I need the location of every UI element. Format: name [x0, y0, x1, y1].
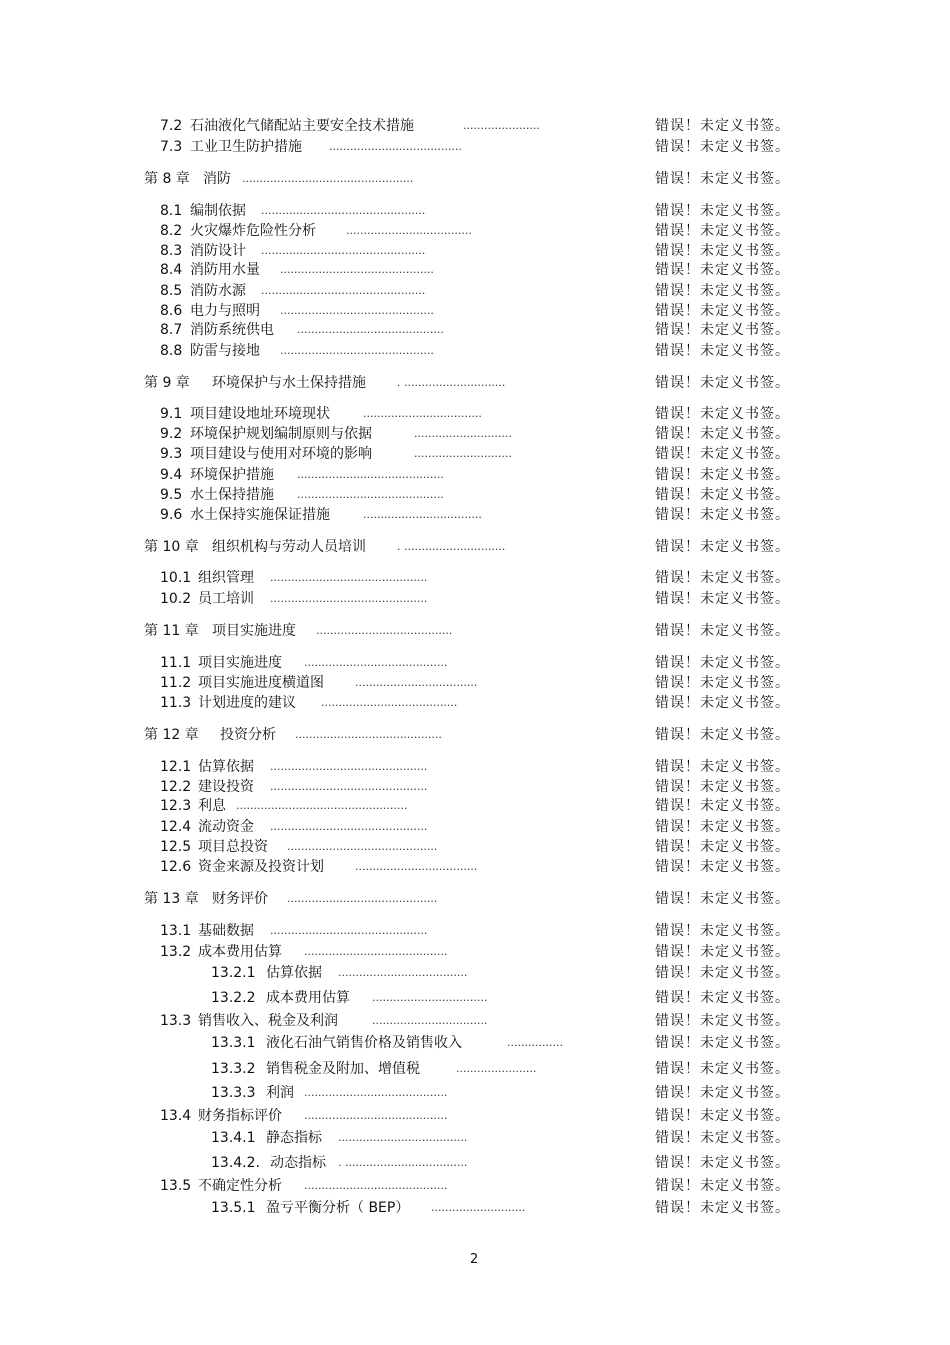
entry-number: 12.6	[160, 859, 192, 875]
leader-dots: ..........................................	[297, 468, 444, 481]
page-ref: 错误！未定义书签。	[655, 1061, 790, 1077]
entry-number: 8.4	[160, 262, 183, 278]
leader-dots: .............................................	[270, 592, 428, 605]
entry-number: 10.2	[160, 591, 192, 607]
entry-number: 13.1	[160, 923, 192, 939]
leader-dots: ...................................	[355, 676, 478, 689]
page-ref: 错误！未定义书签。	[655, 283, 790, 299]
entry-title: 项目建设地址环境现状	[190, 406, 330, 422]
page-ref: 错误！未定义书签。	[655, 446, 790, 462]
page-ref: 错误！未定义书签。	[655, 591, 790, 607]
toc-entry[interactable]	[0, 942, 950, 962]
toc-entry[interactable]	[0, 116, 950, 136]
entry-number: 13.3.2	[211, 1061, 256, 1077]
entry-title: 防雷与接地	[190, 343, 260, 359]
leader-dots: .........................................	[304, 945, 448, 958]
toc-entry[interactable]	[0, 653, 950, 673]
page-ref: 错误！未定义书签。	[655, 343, 790, 359]
toc-entry[interactable]	[0, 404, 950, 424]
entry-number: 9.4	[160, 467, 183, 483]
entry-title: 项目总投资	[198, 839, 268, 855]
entry-title: 项目实施进度横道图	[198, 675, 324, 691]
toc-entry[interactable]	[0, 796, 950, 816]
entry-title: 火灾爆炸危险性分析	[190, 223, 316, 239]
entry-number: 第 10 章	[144, 539, 199, 555]
entry-title: 工业卫生防护措施	[190, 139, 302, 155]
toc-entry[interactable]	[0, 301, 950, 321]
toc-entry[interactable]	[0, 137, 950, 157]
leader-dots: .................................................	[236, 799, 408, 812]
leader-dots: .................................	[372, 1014, 488, 1027]
leader-dots: .....................................	[338, 966, 468, 979]
page-ref: 错误！未定义书签。	[655, 467, 790, 483]
toc-entry[interactable]	[0, 1059, 950, 1079]
leader-dots: ...........................................	[287, 892, 438, 905]
page-ref: 错误！未定义书签。	[655, 203, 790, 219]
leader-dots: .........................................	[304, 1086, 448, 1099]
toc-entry[interactable]	[0, 857, 950, 877]
page-ref: 错误！未定义书签。	[655, 779, 790, 795]
entry-number: 8.7	[160, 322, 183, 338]
entry-number: 13.5	[160, 1178, 192, 1194]
entry-number: 9.6	[160, 507, 183, 523]
leader-dots: ............................	[414, 427, 512, 440]
toc-entry[interactable]	[0, 1128, 950, 1148]
entry-number: 7.2	[160, 118, 183, 134]
page-ref: 错误！未定义书签。	[655, 1178, 790, 1194]
toc-entry[interactable]	[0, 281, 950, 301]
entry-number: 12.3	[160, 798, 192, 814]
page-ref: 错误！未定义书签。	[655, 1085, 790, 1101]
toc-entry[interactable]	[0, 1176, 950, 1196]
leader-dots: .........................................	[304, 1179, 448, 1192]
toc-entry[interactable]	[0, 320, 950, 340]
toc-entry[interactable]	[0, 777, 950, 797]
toc-entry[interactable]	[0, 1198, 950, 1218]
leader-dots: .............................................	[270, 571, 428, 584]
entry-number: 第 9 章	[144, 375, 190, 391]
entry-title: 消防设计	[190, 243, 246, 259]
toc-entry[interactable]	[0, 260, 950, 280]
entry-title: 成本费用估算	[198, 944, 282, 960]
page-ref: 错误！未定义书签。	[655, 655, 790, 671]
entry-title: 利润	[266, 1085, 294, 1101]
entry-number: 第 8 章	[144, 171, 190, 187]
leader-dots: .......................................	[321, 696, 458, 709]
entry-title: 水土保持实施保证措施	[190, 507, 330, 523]
entry-title: 建设投资	[198, 779, 254, 795]
toc-entry[interactable]	[0, 505, 950, 525]
entry-number: 13.3	[160, 1013, 192, 1029]
leader-dots: ............................................	[280, 263, 434, 276]
entry-number: 12.4	[160, 819, 192, 835]
entry-number: 第 12 章	[144, 727, 199, 743]
page-ref: 错误！未定义书签。	[655, 1108, 790, 1124]
entry-title: 利息	[198, 798, 226, 814]
toc-entry[interactable]	[0, 817, 950, 837]
entry-number: 13.3.3	[211, 1085, 256, 1101]
toc-entry[interactable]	[0, 1011, 950, 1031]
entry-title: 计划进度的建议	[198, 695, 296, 711]
leader-dots: ..........................................	[295, 728, 442, 741]
entry-number: 13.4	[160, 1108, 192, 1124]
page-ref: 错误！未定义书签。	[655, 1013, 790, 1029]
entry-number: 8.5	[160, 283, 183, 299]
leader-dots: ...................................	[355, 860, 478, 873]
entry-title: 销售收入、税金及利润	[198, 1013, 338, 1029]
entry-title: 环境保护措施	[190, 467, 274, 483]
leader-dots: . ...................................	[338, 1156, 468, 1169]
leader-dots: ..........................................	[297, 323, 444, 336]
page-ref: 错误！未定义书签。	[655, 570, 790, 586]
page-ref: 错误！未定义书签。	[655, 759, 790, 775]
leader-dots: ...............................................	[261, 244, 426, 257]
toc-entry[interactable]	[0, 341, 950, 361]
page-ref: 错误！未定义书签。	[655, 243, 790, 259]
entry-title: 消防水源	[190, 283, 246, 299]
page-ref: 错误！未定义书签。	[655, 990, 790, 1006]
leader-dots: ...............................................	[261, 284, 426, 297]
entry-number: 第 11 章	[144, 623, 199, 639]
entry-title: 估算依据	[266, 965, 322, 981]
page-ref: 错误！未定义书签。	[655, 375, 790, 391]
page-ref: 错误！未定义书签。	[655, 1035, 790, 1051]
leader-dots: ............................	[414, 447, 512, 460]
page-ref: 错误！未定义书签。	[655, 118, 790, 134]
page-ref: 错误！未定义书签。	[655, 1200, 790, 1216]
entry-title: 组织机构与劳动人员培训	[212, 539, 366, 555]
page-ref: 错误！未定义书签。	[655, 859, 790, 875]
entry-title: 估算依据	[198, 759, 254, 775]
leader-dots: ..................................	[363, 407, 482, 420]
page-ref: 错误！未定义书签。	[655, 322, 790, 338]
entry-title: 消防	[203, 171, 231, 187]
toc-entry[interactable]	[0, 221, 950, 241]
entry-number: 7.3	[160, 139, 183, 155]
entry-number: 8.2	[160, 223, 183, 239]
entry-number: 12.5	[160, 839, 192, 855]
leader-dots: .................................	[372, 991, 488, 1004]
toc-entry[interactable]	[0, 1083, 950, 1103]
toc-entry[interactable]	[0, 589, 950, 609]
entry-number: 13.2.2	[211, 990, 256, 1006]
page-ref: 错误！未定义书签。	[655, 539, 790, 555]
entry-title: 动态指标	[270, 1155, 326, 1171]
entry-title: 项目实施进度	[198, 655, 282, 671]
toc-entry[interactable]	[0, 889, 950, 909]
page-ref: 错误！未定义书签。	[655, 487, 790, 503]
entry-title: 财务评价	[212, 891, 268, 907]
entry-number: 13.5.1	[211, 1200, 256, 1216]
entry-title: 财务指标评价	[198, 1108, 282, 1124]
entry-title: 投资分析	[220, 727, 276, 743]
page-ref: 错误！未定义书签。	[655, 1155, 790, 1171]
toc-entry[interactable]	[0, 537, 950, 557]
entry-number: 8.8	[160, 343, 183, 359]
leader-dots: .......................................	[316, 624, 453, 637]
entry-title: 项目建设与使用对环境的影响	[190, 446, 372, 462]
toc-entry[interactable]	[0, 201, 950, 221]
leader-dots: .............................................	[270, 820, 428, 833]
entry-number: 13.2.1	[211, 965, 256, 981]
page-ref: 错误！未定义书签。	[655, 303, 790, 319]
leader-dots: ......................................	[329, 140, 462, 153]
page-ref: 错误！未定义书签。	[655, 891, 790, 907]
leader-dots: ...........................	[431, 1201, 526, 1214]
page-ref: 错误！未定义书签。	[655, 695, 790, 711]
leader-dots: ....................................	[346, 224, 472, 237]
toc-entry[interactable]	[0, 485, 950, 505]
entry-title: 石油液化气储配站主要安全技术措施	[190, 118, 414, 134]
entry-title: 水土保持措施	[190, 487, 274, 503]
leader-dots: ............................................	[280, 344, 434, 357]
entry-title: 编制依据	[190, 203, 246, 219]
entry-title: 不确定性分析	[198, 1178, 282, 1194]
page-ref: 错误！未定义书签。	[655, 923, 790, 939]
entry-title: 员工培训	[198, 591, 254, 607]
entry-number: 13.4.1	[211, 1130, 256, 1146]
leader-dots: ......................	[463, 119, 540, 132]
entry-title: 消防用水量	[190, 262, 260, 278]
leader-dots: ................	[507, 1036, 563, 1049]
entry-number: 8.3	[160, 243, 183, 259]
leader-dots: .....................................	[338, 1131, 468, 1144]
entry-title: 销售税金及附加、增值税	[266, 1061, 420, 1077]
page-ref: 错误！未定义书签。	[655, 819, 790, 835]
entry-number: 9.3	[160, 446, 183, 462]
toc-entry[interactable]	[0, 673, 950, 693]
leader-dots: ...........................................	[287, 840, 438, 853]
toc-entry[interactable]	[0, 241, 950, 261]
entry-number: 11.1	[160, 655, 192, 671]
page-ref: 错误！未定义书签。	[655, 171, 790, 187]
toc-entry[interactable]	[0, 693, 950, 713]
entry-title: 静态指标	[266, 1130, 322, 1146]
leader-dots: . .............................	[397, 540, 506, 553]
toc-entry[interactable]	[0, 725, 950, 745]
page-ref: 错误！未定义书签。	[655, 623, 790, 639]
page-ref: 错误！未定义书签。	[655, 426, 790, 442]
leader-dots: .........................................	[304, 656, 448, 669]
entry-title: 组织管理	[198, 570, 254, 586]
toc-entry[interactable]	[0, 757, 950, 777]
toc-entry[interactable]	[0, 621, 950, 641]
entry-number: 10.1	[160, 570, 192, 586]
entry-title: 成本费用估算	[266, 990, 350, 1006]
page-ref: 错误！未定义书签。	[655, 798, 790, 814]
leader-dots: .............................................	[270, 780, 428, 793]
entry-number: 11.3	[160, 695, 192, 711]
leader-dots: .......................	[456, 1062, 537, 1075]
entry-number: 8.6	[160, 303, 183, 319]
page-ref: 错误！未定义书签。	[655, 223, 790, 239]
entry-title: 电力与照明	[190, 303, 260, 319]
toc-entry[interactable]	[0, 424, 950, 444]
page-ref: 错误！未定义书签。	[655, 507, 790, 523]
entry-title: 流动资金	[198, 819, 254, 835]
page-ref: 错误！未定义书签。	[655, 727, 790, 743]
entry-number: 12.2	[160, 779, 192, 795]
toc-entry[interactable]	[0, 465, 950, 485]
page-ref: 错误！未定义书签。	[655, 944, 790, 960]
entry-title: 环境保护与水土保持措施	[212, 375, 366, 391]
leader-dots: ...............................................	[261, 204, 426, 217]
entry-title: 消防系统供电	[190, 322, 274, 338]
leader-dots: . .............................	[397, 376, 506, 389]
entry-number: 第 13 章	[144, 891, 199, 907]
entry-title: 项目实施进度	[212, 623, 296, 639]
page-ref: 错误！未定义书签。	[655, 139, 790, 155]
page-ref: 错误！未定义书签。	[655, 1130, 790, 1146]
leader-dots: ............................................	[280, 304, 434, 317]
entry-number: 9.5	[160, 487, 183, 503]
entry-title: 盈亏平衡分析（ BEP）	[266, 1200, 410, 1216]
entry-title: 液化石油气销售价格及销售收入	[266, 1035, 462, 1051]
leader-dots: .............................................	[270, 924, 428, 937]
toc-entry[interactable]	[0, 921, 950, 941]
toc-entry[interactable]	[0, 1106, 950, 1126]
toc-entry[interactable]	[0, 1033, 950, 1053]
leader-dots: ..................................	[363, 508, 482, 521]
toc-entry[interactable]	[0, 963, 950, 983]
entry-number: 13.3.1	[211, 1035, 256, 1051]
page-ref: 错误！未定义书签。	[655, 839, 790, 855]
toc-entry[interactable]	[0, 837, 950, 857]
entry-number: 13.4.2.	[211, 1155, 260, 1171]
toc-entry[interactable]	[0, 1153, 950, 1173]
page-ref: 错误！未定义书签。	[655, 262, 790, 278]
entry-title: 基础数据	[198, 923, 254, 939]
entry-title: 环境保护规划编制原则与依据	[190, 426, 372, 442]
leader-dots: .............................................	[270, 760, 428, 773]
leader-dots: .........................................	[304, 1109, 448, 1122]
leader-dots: .................................................	[242, 172, 414, 185]
page-number: 2	[470, 1252, 479, 1267]
toc-entry[interactable]	[0, 373, 950, 393]
entry-number: 11.2	[160, 675, 192, 691]
entry-number: 8.1	[160, 203, 183, 219]
entry-number: 13.2	[160, 944, 192, 960]
entry-title: 资金来源及投资计划	[198, 859, 324, 875]
toc-entry[interactable]	[0, 169, 950, 189]
toc-entry[interactable]	[0, 988, 950, 1008]
entry-number: 12.1	[160, 759, 192, 775]
toc-entry[interactable]	[0, 568, 950, 588]
entry-number: 9.1	[160, 406, 183, 422]
page-ref: 错误！未定义书签。	[655, 965, 790, 981]
page-ref: 错误！未定义书签。	[655, 406, 790, 422]
leader-dots: ..........................................	[297, 488, 444, 501]
page-ref: 错误！未定义书签。	[655, 675, 790, 691]
entry-number: 9.2	[160, 426, 183, 442]
toc-entry[interactable]	[0, 444, 950, 464]
